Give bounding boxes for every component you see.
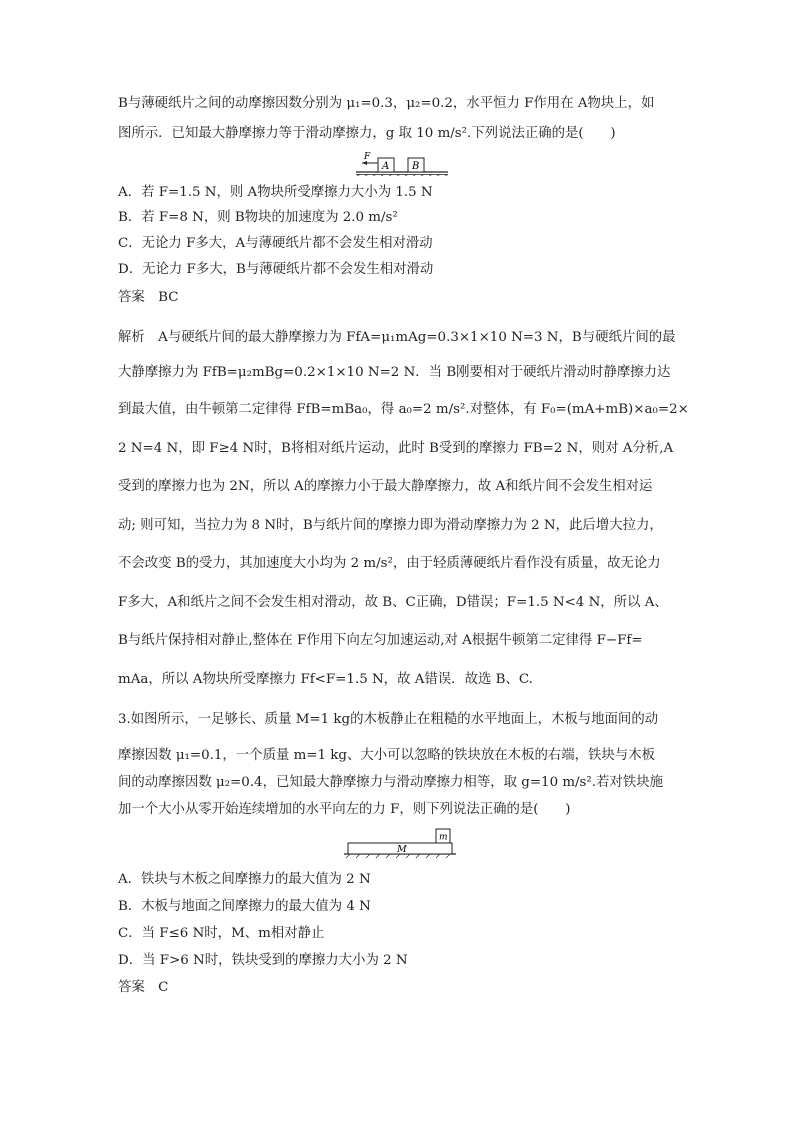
q2-option-c: C．无论力 F多大，A与薄硬纸片都不会发生相对滑动	[118, 236, 433, 251]
q3-stem-line-4: 加一个大小从零开始连续增加的水平向左的力 F，则下列说法正确的是( )	[118, 802, 571, 817]
q3-option-d: D．当 F>6 N时，铁块受到的摩擦力大小为 2 N	[118, 953, 408, 968]
q2-analysis-line-1: 解析 A与硬纸片间的最大静摩擦力为 FfA=μ₁mAg=0.3×1×10 N=3 N，B与硬纸片间的最	[118, 330, 676, 345]
board-label: M	[397, 844, 407, 855]
q3-option-a: A．铁块与木板之间摩擦力的最大值为 2 N	[118, 872, 371, 887]
block-b-label: B	[412, 161, 420, 172]
q2-option-b: B．若 F=8 N，则 B物块的加速度为 2.0 m/s²	[118, 210, 398, 225]
q2-analysis-line-8: F多大，A和纸片之间不会发生相对滑动，故 B、C正确，D错误；F=1.5 N<4 N，所以 A、	[118, 595, 668, 610]
block-label: m	[439, 832, 448, 843]
q3-stem-line-1: 3.如图所示，一足够长、质量 M=1 kg的木板静止在粗糙的水平地面上，木板与地面间的动	[118, 712, 659, 727]
q2-analysis-line-10: mAa，所以 A物块所受摩擦力 Ff<F=1.5 N，故 A错误．故选 B、C.	[118, 672, 533, 687]
q3-answer: 答案 C	[118, 980, 169, 995]
q2-answer: 答案 BC	[118, 290, 179, 305]
q3-stem-line-3: 间的动摩擦因数 μ₂=0.4，已知最大静摩擦力与滑动摩擦力相等，取 g=10 m/s².若对铁块施	[118, 775, 663, 790]
q2-analysis-line-4: 2 N=4 N，即 F≥4 N时，B将相对纸片运动，此时 B受到的摩擦力 FB=2 N，则对 A分析,A	[118, 441, 674, 456]
q2-blocks-figure	[354, 150, 450, 176]
q3-option-c: C．当 F≤6 N时，M、m相对静止	[118, 926, 325, 941]
q2-stem-line-2: 图所示．已知最大静摩擦力等于滑动摩擦力，g 取 10 m/s².下列说法正确的是( )	[118, 126, 616, 141]
q2-analysis-line-5: 受到的摩擦力也为 2N，所以 A的摩擦力小于最大静摩擦力，故 A和纸片间不会发生相对运	[118, 479, 653, 494]
q2-analysis-line-9: B与纸片保持相对静止,整体在 F作用下向左匀加速运动,对 A根据牛顿第二定律得 F−Ff=	[118, 633, 643, 648]
q2-stem-line-1: B与薄硬纸片之间的动摩擦因数分别为 μ₁=0.3，μ₂=0.2，水平恒力 F作用在 A物块上，如	[118, 96, 655, 111]
q2-analysis-line-7: 不会改变 B的受力，其加速度大小均为 2 m/s²，由于轻质薄硬纸片看作没有质量，故无论力	[118, 556, 661, 571]
q2-option-a: A．若 F=1.5 N，则 A物块所受摩擦力大小为 1.5 N	[118, 185, 433, 200]
q2-analysis-line-3: 到最大值，由牛顿第二定律得 FfB=mBa₀，得 a₀=2 m/s².对整体，有 F₀=(mA+mB)×a₀=2×	[118, 402, 689, 417]
q3-option-b: B．木板与地面之间摩擦力的最大值为 4 N	[118, 899, 371, 914]
q2-analysis-line-2: 大静摩擦力为 FfB=μ₂mBg=0.2×1×10 N=2 N．当 B刚要相对于硬纸片滑动时静摩擦力达	[118, 365, 671, 380]
q3-board-figure	[344, 826, 456, 858]
force-label: F	[364, 152, 371, 162]
q2-option-d: D．无论力 F多大，B与薄硬纸片都不会发生相对滑动	[118, 262, 434, 277]
q3-stem-line-2: 摩擦因数 μ₁=0.1，一个质量 m=1 kg、大小可以忽略的铁块放在木板的右端，铁块与木板	[118, 748, 655, 763]
block-a-label: A	[382, 161, 390, 172]
q2-analysis-line-6: 动; 则可知，当拉力为 8 N时，B与纸片间的摩擦力即为滑动摩擦力为 2 N，此后增大拉力，	[118, 518, 663, 533]
